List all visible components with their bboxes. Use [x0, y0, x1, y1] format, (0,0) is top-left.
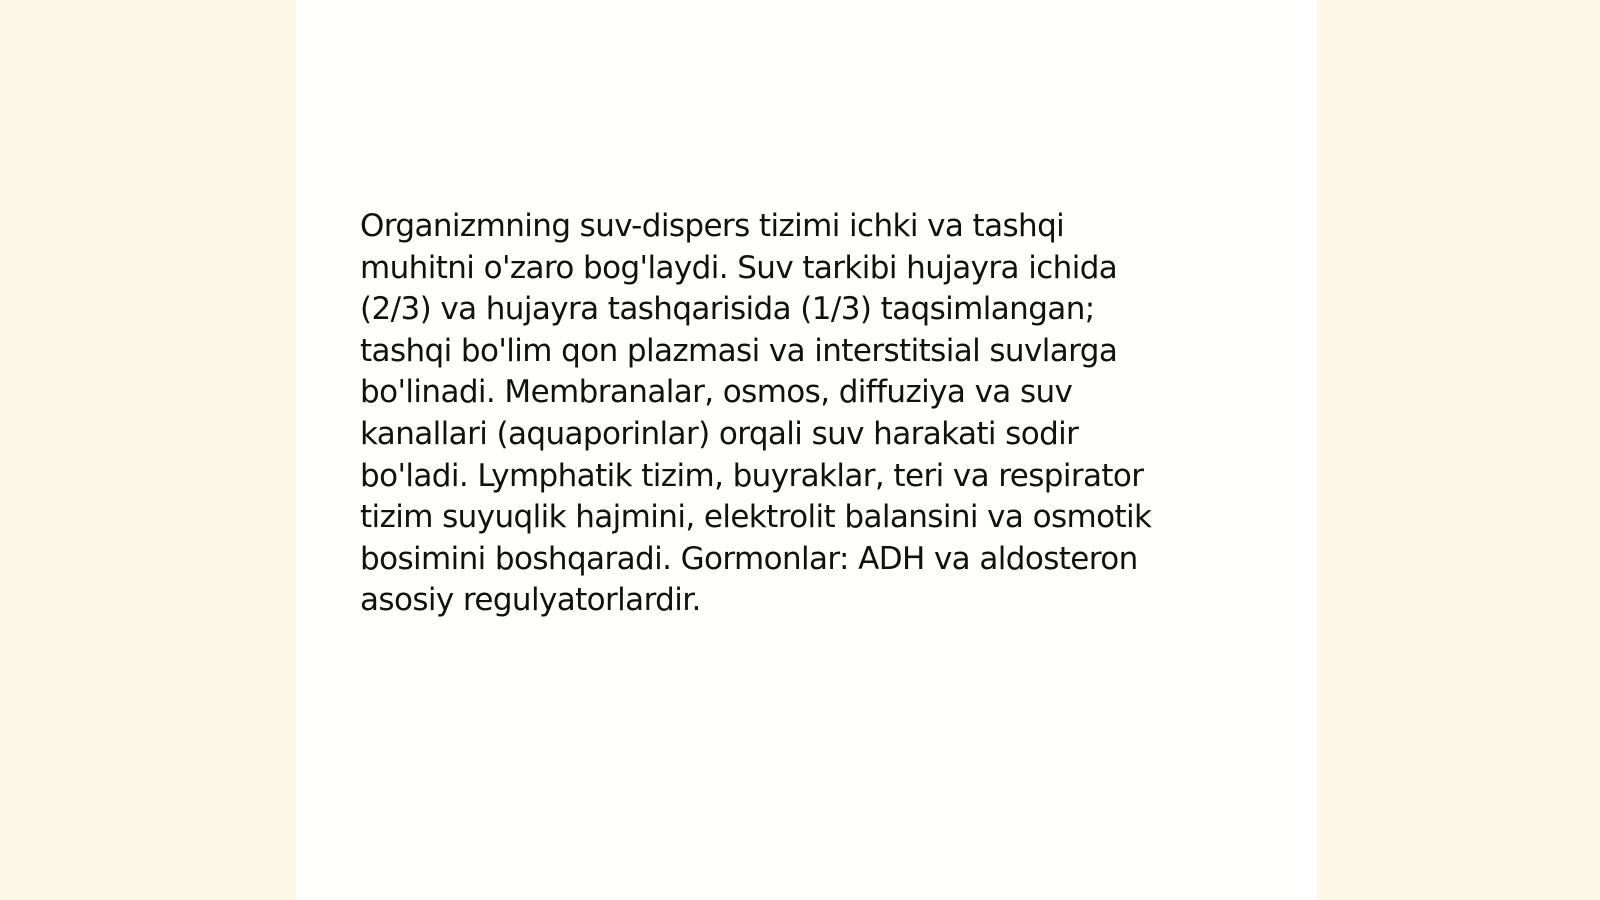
text-line: tashqi bo'lim qon plazmasi va interstitsial suvlarga — [360, 332, 1118, 369]
text-line: tizim suyuqlik hajmini, elektrolit balansini va osmotik — [360, 499, 1152, 536]
text-line: (2/3) va hujayra tashqarisida (1/3) taqsimlangan; — [360, 291, 1095, 328]
text-line: Organizmning suv-dispers tizimi ichki va tashqi — [360, 208, 1065, 244]
text-line: asosiy regulyatorlardir. — [360, 582, 701, 619]
text-line: bo'ladi. Lymphatik tizim, buyraklar, teri va respirator — [360, 457, 1144, 494]
text-line: bo'linadi. Membranalar, osmos, diffuziya va suv — [360, 374, 1073, 411]
text-line: muhitni o'zaro bog'laydi. Suv tarkibi hujayra ichida — [360, 249, 1118, 286]
slide-body-text — [360, 206, 1230, 622]
slide-canvas — [296, 0, 1317, 900]
text-line: bosimini boshqaradi. Gormonlar: ADH va aldosteron — [360, 540, 1138, 577]
text-line: kanallari (aquaporinlar) orqali suv harakati sodir — [360, 415, 1079, 452]
